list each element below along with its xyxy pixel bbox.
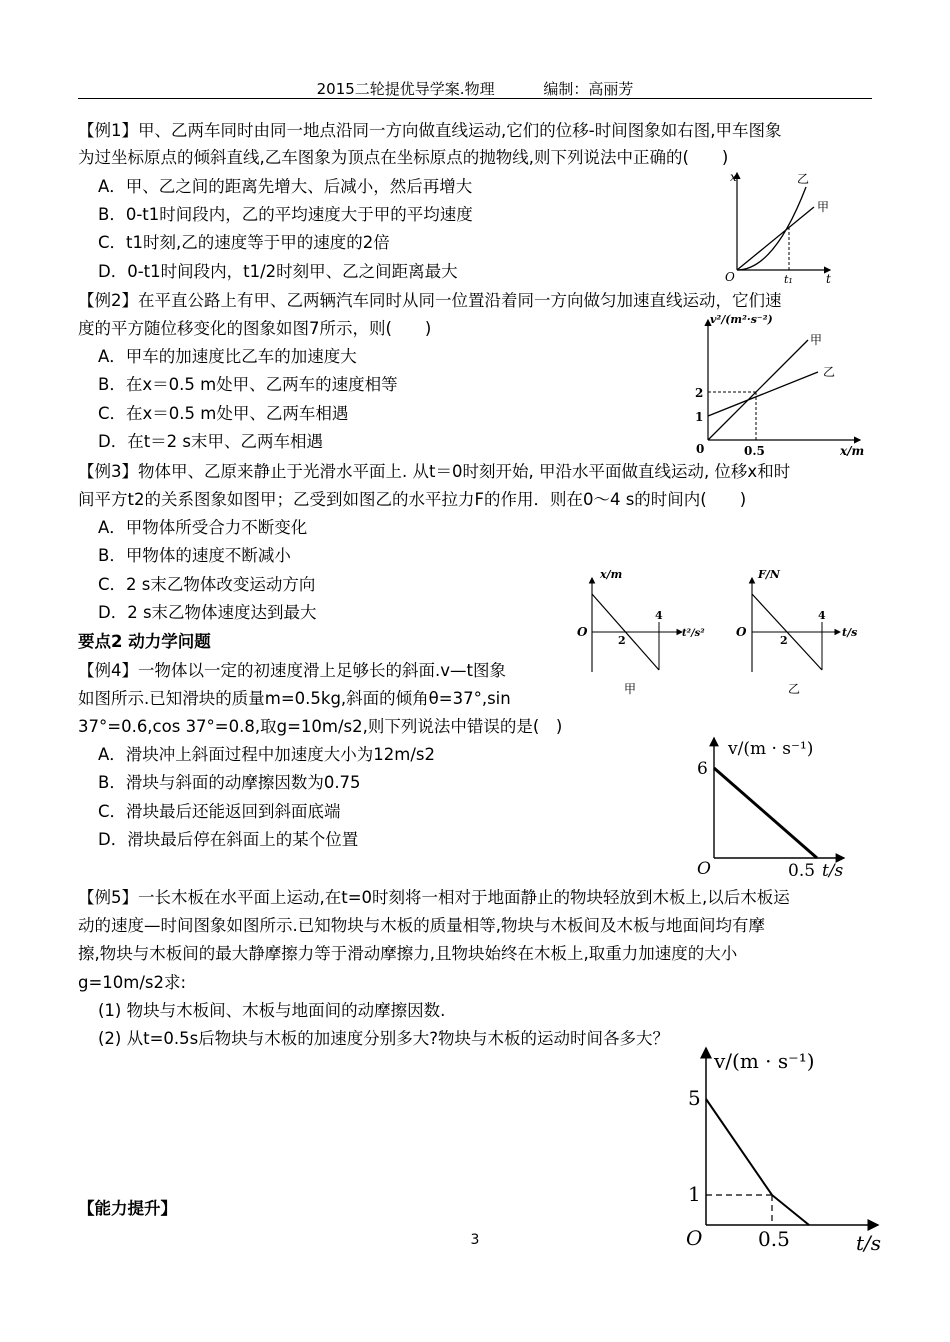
ex3a-tick-mid: 2	[618, 634, 626, 647]
ex1-t1-tick: t₁	[784, 273, 793, 286]
ex3-option-c: C．2 s末乙物体改变运动方向	[98, 575, 316, 594]
ex4-vt-line	[714, 768, 817, 858]
ex3a-x-label: t²/s²	[682, 628, 705, 639]
ex4-stem-line2: 如图所示.已知滑块的质量m=0.5kg,斜面的倾角θ=37°,sin	[78, 689, 511, 708]
ex3-graph-jia	[572, 562, 705, 700]
ex2-ytick-1: 1	[695, 410, 704, 424]
ex5-question-2: (2) 从t=0.5s后物块与木板的加速度分别多大?物块与木板的运动时间各多大？	[98, 1029, 670, 1048]
header-rule	[78, 98, 872, 99]
ex3b-tick-mid: 2	[780, 634, 788, 647]
ex1-line-jia	[737, 207, 814, 270]
ex3-stem-line1: 【例3】物体甲、乙原来静止于光滑水平面上. 从t＝0时刻开始, 甲沿水平面做直线运动, 位移x和时	[78, 462, 791, 481]
ex3-option-b: B．甲物体的速度不断减小	[98, 546, 291, 565]
ex3b-origin: O	[736, 625, 747, 639]
ex1-label-yi: 乙	[797, 172, 810, 186]
ex5-stem-line1: 【例5】一长木板在水平面上运动,在t=0时刻将一相对于地面静止的物块轻放到木板上,以后木板运	[78, 888, 790, 907]
ex1-stem-line1: 【例1】甲、乙两车同时由同一地点沿同一方向做直线运动,它们的位移-时间图象如右图,甲车图象	[78, 121, 782, 140]
ex3b-x-label: t/s	[842, 626, 858, 639]
ex4-stem-line3: 37°=0.6,cos 37°=0.8,取g=10m/s2,则下列说法中错误的是( )	[78, 717, 563, 736]
ex3b-y-label: F/N	[758, 568, 780, 581]
ex1-stem-line2: 为过坐标原点的倾斜直线,乙车图象为顶点在坐标原点的抛物线,则下列说法中正确的( )	[78, 148, 729, 167]
header-author: 编制：高丽芳	[543, 80, 634, 98]
ex2-xtick: 0.5	[744, 444, 765, 458]
ex1-origin: O	[725, 270, 735, 284]
ex1-option-b: B．0-t1时间段内，乙的平均速度大于甲的平均速度	[98, 205, 473, 224]
ex2-option-d: D．在t＝2 s末甲、乙两车相遇	[98, 432, 324, 451]
ex3a-y-label: x/m	[600, 568, 623, 581]
ex4-option-a: A．滑块冲上斜面过程中加速度大小为12m/s2	[98, 745, 436, 764]
ex4-option-b: B．滑块与斜面的动摩擦因数为0.75	[98, 773, 361, 792]
ex3-stem-line2: 间平方t2的关系图象如图甲；乙受到如图乙的水平拉力F的作用．则在0～4 s的时间内( )	[78, 490, 747, 509]
ex2-option-c: C．在x＝0.5 m处甲、乙两车相遇	[98, 404, 349, 423]
ex5-stem-line3: 擦,物块与木板间的最大静摩擦力等于滑动摩擦力,且物块始终在木板上,取重力加速度的大小	[78, 944, 738, 963]
ex1-xt-graph	[722, 165, 842, 290]
ex2-label-jia: 甲	[810, 333, 823, 347]
ex2-option-b: B．在x＝0.5 m处甲、乙两车的速度相等	[98, 375, 398, 394]
page-header	[0, 78, 950, 99]
ability-title: 【能力提升】	[78, 1199, 177, 1218]
ex4-x-label: t/s	[822, 861, 844, 881]
ex5-stem-line4: g=10m/s2求:	[78, 973, 187, 992]
ex1-y-label: x	[730, 170, 737, 184]
ex5-ytick-5: 5	[688, 1086, 701, 1110]
ex4-origin: O	[697, 859, 711, 879]
ex4-vt-graph	[694, 732, 854, 880]
ex4-stem-line1: 【例4】一物体以一定的初速度滑上足够长的斜面.v—t图象	[78, 661, 506, 680]
ex2-ytick-2: 2	[695, 386, 704, 400]
ex2-option-a: A．甲车的加速度比乙车的加速度大	[98, 347, 357, 366]
ex1-option-a: A．甲、乙之间的距离先增大、后减小，然后再增大	[98, 177, 473, 196]
ex3a-tick-end: 4	[655, 609, 663, 622]
ex1-option-c: C．t1时刻,乙的速度等于甲的速度的2倍	[98, 233, 390, 252]
ex1-label-jia: 甲	[817, 200, 830, 214]
ex5-vt-line	[706, 1099, 809, 1225]
ex5-x-label: t/s	[856, 1231, 882, 1255]
ex3-graph-yi	[730, 562, 870, 700]
ex5-question-1: (1) 物块与木板间、木板与地面间的动摩擦因数.	[98, 1001, 446, 1020]
ex4-y-label: v/(m · s⁻¹)	[728, 739, 814, 759]
header-course: 2015二轮提优导学案.物理	[316, 80, 495, 98]
ex2-v2x-graph	[688, 308, 873, 458]
ex2-y-label: v²/(m²·s⁻²)	[710, 313, 773, 326]
ex3-option-d: D．2 s末乙物体速度达到最大	[98, 603, 317, 622]
ex2-stem-line1: 【例2】在平直公路上有甲、乙两辆汽车同时从同一位置沿着同一方向做匀加速直线运动，它们速	[78, 291, 782, 310]
ex2-stem-line2: 度的平方随位移变化的图象如图7所示，则( )	[78, 319, 432, 338]
ex5-stem-line2: 动的速度—时间图象如图所示.已知物块与木板的质量相等,物块与木板间及木板与地面间均有摩	[78, 916, 765, 935]
ex4-option-c: C．滑块最后还能返回到斜面底端	[98, 802, 341, 821]
ex4-ytick: 6	[697, 759, 708, 779]
ex2-origin: 0	[696, 442, 705, 456]
ex4-xtick: 0.5	[788, 861, 816, 881]
ex2-x-label: x/m	[840, 444, 865, 458]
ex3a-origin: O	[577, 625, 588, 639]
ex2-line-jia	[708, 340, 808, 440]
ex5-xtick: 0.5	[758, 1227, 790, 1251]
page-number: 3	[470, 1232, 480, 1248]
ex2-label-yi: 乙	[823, 365, 836, 379]
ex3-option-a: A．甲物体所受合力不断变化	[98, 518, 308, 537]
ex1-option-d: D．0-t1时间段内，t1/2时刻甲、乙之间距离最大	[98, 262, 458, 281]
ex3b-caption: 乙	[788, 682, 801, 696]
ex5-y-label: v/(m · s⁻¹)	[714, 1049, 815, 1073]
ex3a-caption: 甲	[624, 682, 637, 696]
ex3b-tick-end: 4	[818, 609, 826, 622]
ex5-vt-graph	[684, 1042, 884, 1257]
section2-title: 要点2 动力学问题	[78, 632, 211, 651]
ex2-line-yi	[708, 372, 818, 416]
ex4-option-d: D．滑块最后停在斜面上的某个位置	[98, 830, 359, 849]
ex5-origin: O	[686, 1226, 703, 1250]
ex1-x-label: t	[826, 272, 831, 286]
ex1-curve-yi	[737, 187, 806, 270]
ex5-ytick-1: 1	[688, 1182, 701, 1206]
